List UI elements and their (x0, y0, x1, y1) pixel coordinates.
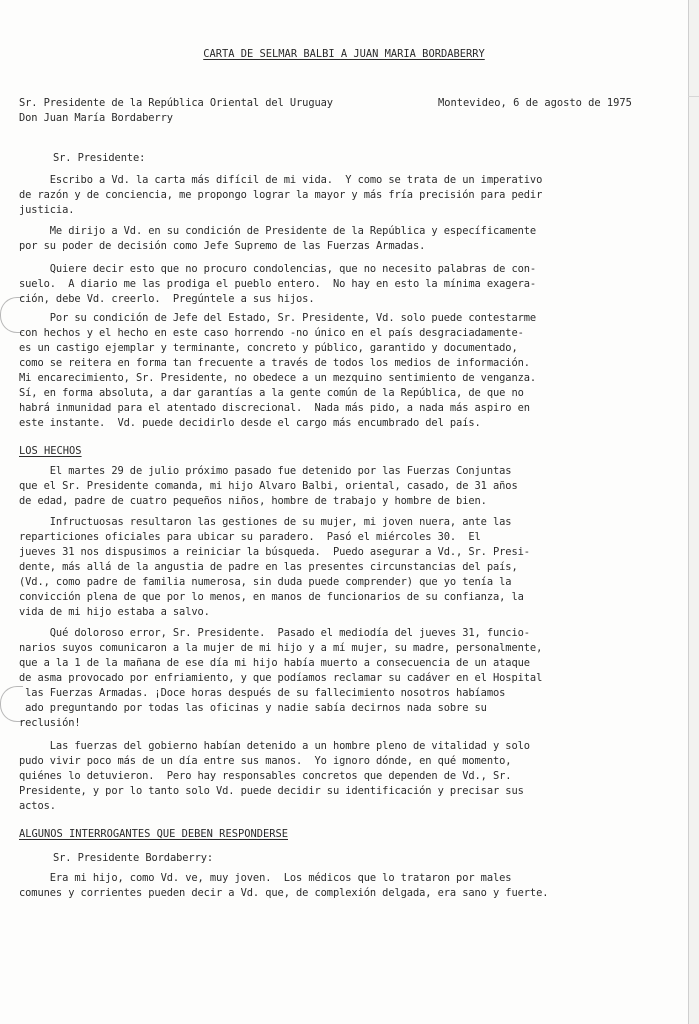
page-edge-mark (688, 96, 699, 97)
paragraph-8-line: quiénes lo detuvieron. Pero hay responsables concretos que dependen de Vd., Sr. (19, 770, 512, 782)
paragraph-6-line: jueves 31 nos dispusimos a reiniciar la búsqueda. Puedo asegurar a Vd., Sr. Presi- (19, 546, 530, 558)
paragraph-5-line: que el Sr. Presidente comanda, mi hijo Alvaro Balbi, oriental, casado, de 31 años (19, 480, 518, 492)
paragraph-4-line: con hechos y el hecho en este caso horrendo -no único en el país desgraciadamente- (19, 327, 524, 339)
paragraph-9-line: comunes y corrientes pueden decir a Vd. que, de complexión delgada, era sano y fuerte. (19, 887, 549, 899)
paragraph-2-line: Me dirijo a Vd. en su condición de Presidente de la República y específicamente (19, 225, 537, 237)
paragraph-2-line: por su poder de decisión como Jefe Supremo de las Fuerzas Armadas. (19, 240, 426, 252)
paragraph-4-line: como se reitera en forma tan frecuente a través de todos los medios de información. (19, 357, 530, 369)
section-heading-hechos: LOS HECHOS (19, 445, 82, 457)
paragraph-8-line: Las fuerzas del gobierno habían detenido a un hombre pleno de vitalidad y solo (19, 740, 530, 752)
section-heading-interrogantes: ALGUNOS INTERROGANTES QUE DEBEN RESPONDERSE (19, 828, 288, 840)
salutation: Sr. Presidente: (53, 152, 146, 164)
paragraph-4-line: Mi encarecimiento, Sr. Presidente, no obedece a un mezquino sentimiento de venganza. (19, 372, 537, 384)
paragraph-3-line: Quiere decir esto que no procuro condolencias, que no necesito palabras de con- (19, 263, 537, 275)
paragraph-6-line: convicción plena de que por lo menos, en manos de funcionarios de su confianza, la (19, 591, 524, 603)
address-line-2: Don Juan María Bordaberry (19, 112, 173, 124)
paragraph-4-line: habrá inmunidad para el atentado discrecional. Nada más pido, a nada más aspiro en (19, 402, 530, 414)
letter-date: Montevideo, 6 de agosto de 1975 (438, 97, 632, 109)
paragraph-7-line: que a la 1 de la mañana de ese día mi hijo había muerto a consecuencia de un ataque (19, 657, 530, 669)
paragraph-6-line: vida de mi hijo estaba a salvo. (19, 606, 210, 618)
paragraph-1-line: justicia. (19, 204, 75, 216)
paragraph-7-line: Qué doloroso error, Sr. Presidente. Pasado el mediodía del jueves 31, funcio- (19, 627, 530, 639)
paragraph-5-line: de edad, padre de cuatro pequeños niños, hombre de trabajo y hombre de bien. (19, 495, 487, 507)
paragraph-7-line: de asma provocado por enfriamiento, y que podíamos reclamar su cadáver en el Hospital (19, 672, 543, 684)
paragraph-4-line: Por su condición de Jefe del Estado, Sr. Presidente, Vd. solo puede contestarme (19, 312, 537, 324)
paragraph-8-line: actos. (19, 800, 56, 812)
paragraph-5-line: El martes 29 de julio próximo pasado fue detenido por las Fuerzas Conjuntas (19, 465, 512, 477)
paragraph-4-line: Sí, en forma absoluta, a dar garantías a la gente común de la República, de que no (19, 387, 524, 399)
paragraph-4-line: es un castigo ejemplar y terminante, concreto y público, garantido y documentado, (19, 342, 518, 354)
paragraph-6-line: Infructuosas resultaron las gestiones de su mujer, mi joven nuera, ante las (19, 516, 512, 528)
address-line-1: Sr. Presidente de la República Oriental del Uruguay (19, 97, 333, 109)
paragraph-7-line: las Fuerzas Armadas. ¡Doce horas después de su fallecimiento nosotros habíamos (19, 687, 506, 699)
paragraph-4-line: este instante. Vd. puede decidirlo desde el cargo más encumbrado del país. (19, 417, 481, 429)
paragraph-8-line: pudo vivir poco más de un día entre sus manos. Yo ignoro dónde, en qué momento, (19, 755, 512, 767)
salutation-2: Sr. Presidente Bordaberry: (53, 852, 214, 864)
paragraph-7-line: reclusión! (19, 717, 81, 729)
paragraph-6-line: reparticiones oficiales para ubicar su paradero. Pasó el miércoles 30. El (19, 531, 481, 543)
page-edge (688, 0, 699, 1024)
paragraph-6-line: dente, más allá de la angustia de padre en las presentes circunstancias del país, (19, 561, 518, 573)
document-title: CARTA DE SELMAR BALBI A JUAN MARIA BORDABERRY (203, 48, 485, 60)
paragraph-8-line: Presidente, y por lo tanto solo Vd. puede decidir su identificación y precisar sus (19, 785, 524, 797)
paragraph-6-line: (Vd., como padre de familia numerosa, sin duda puede comprender) que yo tenía la (19, 576, 512, 588)
paragraph-1-line: de razón y de conciencia, me propongo lograr la mayor y más fría precisión para pedir (19, 189, 543, 201)
paragraph-1-line: Escribo a Vd. la carta más difícil de mi vida. Y como se trata de un imperativo (19, 174, 543, 186)
paragraph-3-line: suelo. A diario me las prodiga el pueblo entero. No hay en esto la mínima exagera- (19, 278, 537, 290)
paragraph-7-line: narios suyos comunicaron a la mujer de mi hijo y a mí mujer, su madre, personalmente, (19, 642, 543, 654)
paragraph-7-line: ado preguntando por todas las oficinas y nadie sabía decirnos nada sobre su (19, 702, 487, 714)
paragraph-9-line: Era mi hijo, como Vd. ve, muy joven. Los médicos que lo trataron por males (19, 872, 512, 884)
paragraph-3-line: ción, debe Vd. creerlo. Pregúntele a sus hijos. (19, 293, 315, 305)
